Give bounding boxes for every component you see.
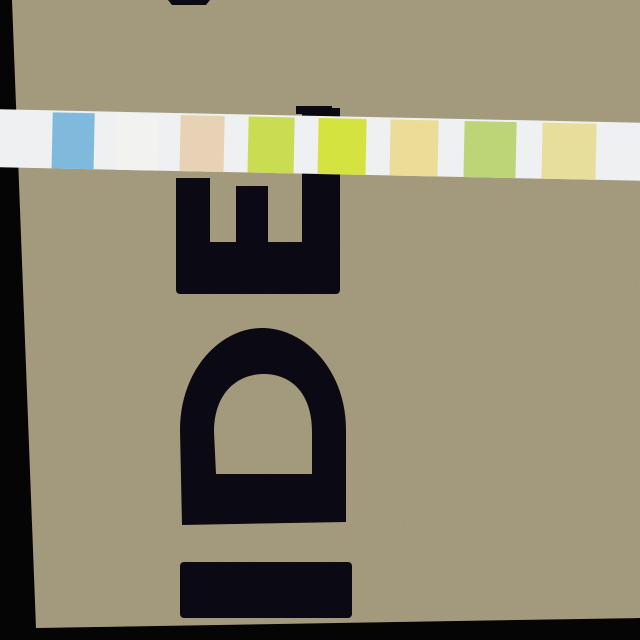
- reagent-pad-blue: [52, 112, 95, 169]
- letter-fragment-top: [168, 0, 210, 5]
- reagent-pad-light-green: [463, 121, 516, 178]
- reagent-pad-white: [116, 114, 159, 171]
- reagent-pad-lime: [248, 116, 295, 173]
- cardboard-texture: [12, 0, 640, 628]
- reagent-pad-yellow-green: [317, 118, 366, 175]
- reagent-pad-cream: [541, 123, 596, 180]
- letter-i: [180, 562, 352, 618]
- reagent-pad-pale-yellow: [389, 119, 438, 176]
- reagent-pad-peach: [180, 115, 225, 172]
- reagent-pads: [52, 112, 597, 179]
